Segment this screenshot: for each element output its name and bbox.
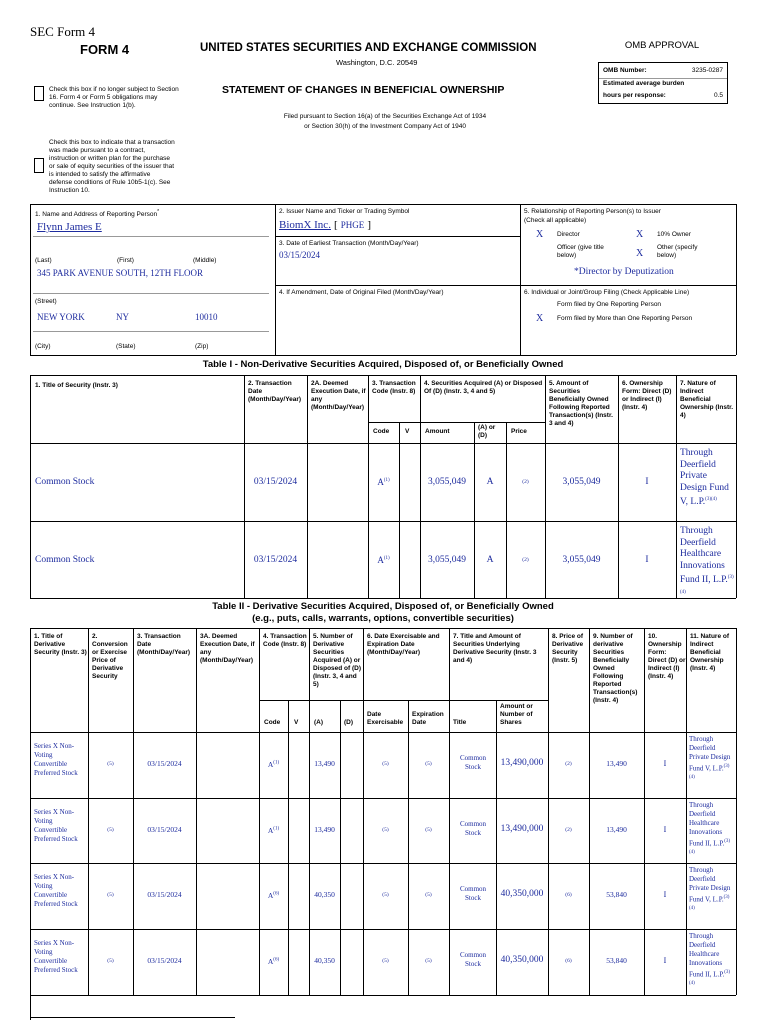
director-label: Director (557, 231, 580, 238)
nature-of-ownership: Through Deerfield Healthcare Innovations Fund II, L.P.$^{(3)(4)}$ (689, 801, 731, 856)
table2-title: Table II - Derivative Securities Acquired, Disposed of, or Beneficially Owned (212, 601, 554, 612)
t1-code: Code (373, 428, 390, 435)
t2-h1: 1. Title of Derivative Security (Instr. 3) (34, 633, 87, 656)
t2-h3: 3. Transaction Date (Month/Day/Year) (137, 633, 191, 656)
ownership-form: I (663, 956, 667, 965)
city-value: NEW YORK (37, 312, 85, 322)
other-label: Other (specify below) (657, 244, 698, 259)
t1-h2: 2. Transaction Date (Month/Day/Year) (248, 380, 302, 403)
zip-value: 10010 (195, 312, 218, 322)
transaction-code: $A^{(1)}$ (377, 477, 390, 487)
date-exercisable: (5) (382, 827, 389, 833)
date-exercisable: (5) (382, 958, 389, 964)
ownership-form: I (645, 477, 649, 487)
ownership-form: I (645, 555, 649, 565)
date-exercisable: (5) (382, 761, 389, 767)
omb-hours: 0.5 (713, 92, 723, 99)
t2-h8: 8. Price of Derivative Security (Instr. 5) (552, 633, 584, 664)
t1-v: V (405, 428, 410, 435)
t1-h1: 1. Title of Security (Instr. 3) (35, 382, 118, 389)
amount-owned: 3,055,049 (562, 555, 601, 565)
acquired: 13,490 (314, 825, 335, 834)
10b5-text: Check this box to indicate that a transaction was made pursuant to a contract, instruction or written plan for the purchase or sale of equity securities of the issuer that is intended to satisfy the affirmative defense conditions of Rule 10b5-1(c). See Instruction 10. (49, 139, 175, 194)
date-exercisable: (5) (382, 892, 389, 898)
derivative-price: (6) (565, 892, 572, 898)
t2-v: V (294, 719, 299, 726)
ten-percent-label: 10% Owner (657, 231, 691, 238)
more-persons-label: Form filed by More than One Reporting Person (557, 315, 693, 322)
filed-line2: or Section 30(h) of the Investment Company Act of 1940 (304, 123, 466, 130)
issuer-name[interactable]: BiomX Inc. (279, 219, 331, 231)
security-title: Common Stock (35, 477, 95, 487)
t2-amount-shares: Amount or Number of Shares (500, 703, 533, 726)
10b5-checkbox[interactable] (34, 158, 44, 173)
transaction-date: 03/15/2024 (147, 890, 182, 899)
t2-h7: 7. Title and Amount of Securities Underlying Derivative Security (Instr. 3 and 4) (453, 633, 537, 664)
box4-label: 4. If Amendment, Date of Original Filed (Month/Day/Year) (279, 289, 444, 296)
transaction-code: $A^{(6)}$ (267, 891, 280, 900)
t2-h4: 4. Transaction Code (Instr. 8) (263, 633, 307, 648)
middle-label: (Middle) (193, 257, 217, 264)
t1-h7: 7. Nature of Indirect Beneficial Ownership (Instr. 4) (680, 380, 734, 419)
transaction-date: 03/15/2024 (147, 956, 182, 965)
acquired: 40,350 (314, 956, 335, 965)
director-check[interactable]: X (536, 229, 544, 240)
deputization-note: *Director by Deputization (574, 267, 674, 277)
transaction-date: 03/15/2024 (253, 477, 298, 487)
t1-h6: 6. Ownership Form: Direct (D) or Indirect (I) (Instr. 4) (622, 380, 672, 411)
reporting-person-name[interactable]: Flynn James E (37, 221, 102, 233)
underlying-title: Common Stock (459, 820, 487, 837)
nature-of-ownership: Through Deerfield Private Design Fund V, L.P.$^{(3)(4)}$ (689, 866, 731, 912)
earliest-transaction-date: 03/15/2024 (279, 250, 321, 260)
form-title: FORM 4 (80, 42, 130, 57)
first-label: (First) (117, 257, 134, 264)
t2-a: (A) (314, 719, 324, 726)
transaction-code: $A^{(6)}$ (267, 957, 280, 966)
underlying-title: Common Stock (459, 754, 487, 771)
transaction-date: 03/15/2024 (147, 759, 182, 768)
nature-of-ownership: Through Deerfield Healthcare Innovations Fund II, L.P.$^{(3)(4)}$ (689, 932, 731, 987)
underlying-title: Common Stock (459, 885, 487, 902)
expiration-date: (5) (425, 827, 432, 833)
conversion-price: (5) (107, 827, 114, 833)
t1-aord: (A) or (D) (478, 424, 496, 439)
form-label: SEC Form 4 (30, 24, 96, 39)
nature-of-ownership: Through Deerfield Private Design Fund V, L.P.$^{(3)(4)}$ (680, 448, 729, 508)
t2-h9: 9. Number of derivative Securities Beneficially Owned Following Reported Transaction(s) (Instr. 4) (593, 633, 638, 704)
omb-number-label: OMB Number: (603, 67, 647, 74)
t2-h5: 5. Number of Derivative Securities Acquired (A) or Disposed of (D) (Instr. 3, 4 and 5) (313, 633, 362, 688)
box2-label: 2. Issuer Name and Ticker or Trading Symbol (279, 208, 410, 215)
omb-hours-label: hours per response: (603, 92, 666, 99)
transaction-code: $A^{(1)}$ (267, 826, 280, 835)
t1-h5: 5. Amount of Securities Beneficially Owned Following Reported Transaction(s) (Instr. 3 and 4) (549, 380, 613, 427)
conversion-price: (5) (107, 761, 114, 767)
ownership-form: I (663, 759, 667, 768)
amount-owned: 3,055,049 (562, 477, 601, 487)
ticker-symbol: PHGE (340, 220, 365, 230)
nature-of-ownership: Through Deerfield Healthcare Innovations Fund II, L.P.$^{(3)(4)}$ (680, 526, 734, 595)
nature-of-ownership: Through Deerfield Private Design Fund V, L.P.$^{(3)(4)}$ (689, 735, 731, 781)
omb-box (598, 62, 728, 104)
ownership-form: I (663, 825, 667, 834)
omb-title: OMB APPROVAL (624, 40, 700, 51)
derivative-price: (2) (565, 827, 572, 833)
city-label: (City) (35, 343, 51, 350)
section16-checkbox[interactable] (34, 86, 44, 101)
street-address: 345 PARK AVENUE SOUTH, 12TH FLOOR (37, 268, 204, 278)
amount: 3,055,049 (428, 477, 466, 487)
t1-price: Price (511, 428, 527, 435)
expiration-date: (5) (425, 958, 432, 964)
acquired-disposed: A (486, 477, 494, 487)
street-label: (Street) (35, 298, 57, 305)
derivative-owned: 13,490 (606, 759, 627, 768)
one-person-label: Form filed by One Reporting Person (557, 301, 662, 308)
commission-title: UNITED STATES SECURITIES AND EXCHANGE COMMISSION (200, 42, 537, 54)
last-label: (Last) (35, 257, 52, 264)
underlying-shares: 13,490,000 (500, 758, 544, 768)
filed-line1: Filed pursuant to Section 16(a) of the Securities Exchange Act of 1934 (283, 113, 487, 120)
zip-label: (Zip) (195, 343, 209, 350)
acquired-disposed: A (486, 555, 494, 565)
security-title: Common Stock (35, 555, 95, 565)
commission-location: Washington, D.C. 20549 (336, 58, 418, 67)
table1-title: Table I - Non-Derivative Securities Acquired, Disposed of, or Beneficially Owned (202, 359, 564, 370)
acquired: 13,490 (314, 759, 335, 768)
transaction-date: 03/15/2024 (253, 555, 298, 565)
omb-burden-label: Estimated average burden (603, 80, 685, 87)
box5-label2: (Check all applicable) (524, 217, 587, 224)
issuer-line: BiomX Inc. [ PHGE ] (279, 219, 371, 231)
derivative-owned: 53,840 (606, 890, 627, 899)
transaction-date: 03/15/2024 (147, 825, 182, 834)
t1-h3: 3. Transaction Code (Instr. 8) (372, 380, 416, 395)
conversion-price: (5) (107, 958, 114, 964)
more-persons-check[interactable]: X (536, 313, 544, 324)
t2-title: Title (453, 719, 467, 726)
conversion-price: (5) (107, 892, 114, 898)
t2-h10: 10. Ownership Form: Direct (D) or Indirect (I) (Instr. 4) (648, 633, 686, 680)
amount: 3,055,049 (428, 555, 466, 565)
derivative-title: Series X Non-Voting Convertible Preferred Stock (34, 742, 78, 777)
t2-h2: 2. Conversion or Exercise Price of Derivative Security (92, 633, 128, 680)
t1-amount: Amount (425, 428, 450, 435)
derivative-owned: 53,840 (606, 956, 627, 965)
section16-text: Check this box if no longer subject to Section 16. Form 4 or Form 5 obligations may continue. See Instruction 1(b). (49, 86, 179, 109)
t2-date-exercisable: Date Exercisable (367, 711, 404, 726)
other-check[interactable]: X (636, 248, 644, 259)
underlying-shares: 13,490,000 (500, 824, 544, 834)
table2-subtitle: (e.g., puts, calls, warrants, options, convertible securities) (252, 613, 514, 624)
derivative-price: (2) (565, 761, 572, 767)
underlying-shares: 40,350,000 (500, 955, 544, 965)
derivative-title: Series X Non-Voting Convertible Preferred Stock (34, 808, 78, 843)
state-label: (State) (116, 343, 136, 350)
ownership-form: I (663, 890, 667, 899)
t2-expiration: Expiration Date (412, 711, 444, 726)
t2-h3a: 3A. Deemed Execution Date, if any (Month/Day/Year) (200, 633, 255, 664)
box3-label: 3. Date of Earliest Transaction (Month/Day/Year) (279, 240, 419, 247)
derivative-title: Series X Non-Voting Convertible Preferred Stock (34, 873, 78, 908)
acquired: 40,350 (314, 890, 335, 899)
officer-label: Officer (give title below) (557, 244, 604, 259)
ten-percent-check[interactable]: X (636, 229, 644, 240)
statement-title: STATEMENT OF CHANGES IN BENEFICIAL OWNERSHIP (222, 84, 505, 96)
t1-h2a: 2A. Deemed Execution Date, if any (Month/Day/Year) (311, 380, 366, 411)
expiration-date: (5) (425, 892, 432, 898)
derivative-price: (6) (565, 958, 572, 964)
transaction-code: $A^{(1)}$ (377, 555, 390, 565)
derivative-title: Series X Non-Voting Convertible Preferred Stock (34, 939, 78, 974)
box1-label: 1. Name and Address of Reporting Person* (35, 209, 160, 219)
t2-h6: 6. Date Exercisable and Expiration Date (Month/Day/Year) (367, 633, 440, 656)
omb-number: 3235-0287 (691, 67, 723, 74)
t2-h11: 11. Nature of Indirect Beneficial Ownership (Instr. 4) (690, 633, 730, 672)
expiration-date: (5) (425, 761, 432, 767)
derivative-owned: 13,490 (606, 825, 627, 834)
underlying-shares: 40,350,000 (500, 889, 544, 899)
box5-label1: 5. Relationship of Reporting Person(s) to Issuer (524, 208, 661, 215)
price: (2) (522, 557, 529, 563)
t2-code: Code (264, 719, 281, 726)
t2-d: (D) (344, 719, 354, 726)
t1-h4: 4. Securities Acquired (A) or Disposed Of (D) (Instr. 3, 4 and 5) (424, 380, 543, 395)
price: (2) (522, 479, 529, 485)
transaction-code: $A^{(1)}$ (267, 760, 280, 769)
box6-label: 6. Individual or Joint/Group Filing (Check Applicable Line) (524, 289, 690, 296)
underlying-title: Common Stock (459, 951, 487, 968)
state-value: NY (116, 312, 129, 322)
